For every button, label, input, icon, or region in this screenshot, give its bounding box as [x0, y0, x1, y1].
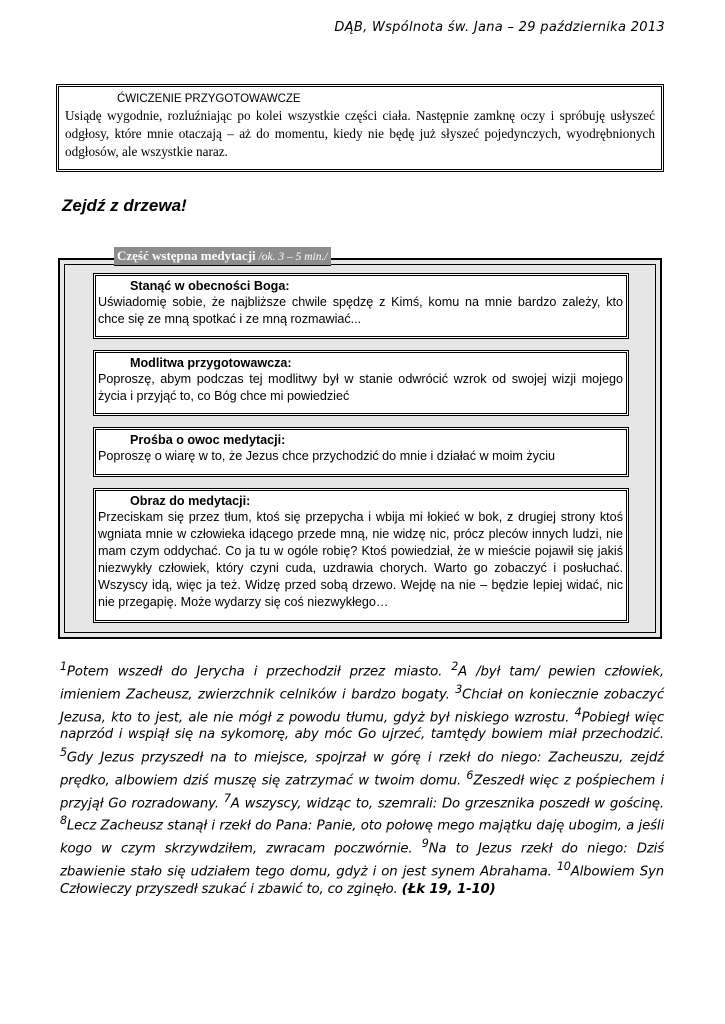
verse-text: Gdy Jezus przyszedł na to miejsce, spojrzał w górę i rzekł do niego: Zacheuszu, zejdź prędko, albowiem dziś muszę się zatrzymać w twoim domu. — [60, 750, 664, 789]
card-meditation-image — [95, 490, 627, 621]
verse-text: Chciał on koniecznie zobaczyć Jezusa, kto to jest, ale nie mógł z powodu tłumu, gdyż był niskiego wzrostu. — [60, 687, 665, 726]
verse-number: 7 — [223, 791, 231, 805]
card-text: Poproszę, abym podczas tej modlitwy był w stanie odwrócić wzrok od swojej wizji mojego życia i przyjąć to, co Bóg chce mi powiedzieć — [98, 372, 623, 403]
verse-number: 5 — [60, 745, 67, 759]
scripture-passage — [60, 658, 664, 898]
verse-text: Na to Jezus rzekł do niego: Dziś zbawienie stało się udziałem tego domu, gdyż i on jest synem Abrahama. — [60, 841, 664, 880]
verse-number: 6 — [466, 768, 474, 782]
preparatory-exercise-box — [56, 84, 664, 172]
card-title: Stanąć w obecności Boga: — [130, 279, 290, 293]
meditation-label-main: Część wstępna medytacji — [117, 248, 256, 263]
scripture-reference: (Łk 19, 1-10) — [401, 881, 496, 897]
exercise-text: Usiądę wygodnie, rozluźniając po kolei wszystkie części ciała. Następnie zamknę oczy i spróbuję usłyszeć odgłosy, które mnie otaczają – aż do momentu, kiedy nie będę już słyszeć pojedynczych, wyodrębnionych odgłosów, ale wszystkie naraz. — [65, 108, 655, 159]
verse-text: Potem wszedł do Jerycha i przechodził przez miasto. — [66, 664, 452, 680]
verse-text: Zeszedł więc z pośpiechem i przyjął Go rozradowany. — [60, 773, 664, 811]
verse-text: Lecz Zacheusz stanął i rzekł do Pana: Panie, oto połowę mego majątku daję ubogim, a jeśli kogo w czym skrzywdziłem, zwracam poczwórnie. — [60, 818, 664, 857]
meditation-intro-label — [114, 247, 331, 266]
verse-number: 8 — [60, 814, 67, 828]
verse-number: 10 — [556, 860, 571, 874]
verse-number: 4 — [574, 705, 582, 719]
card-preparatory-prayer — [95, 352, 627, 414]
card-text: Poproszę o wiarę w to, że Jezus chce przychodzić do mnie i działać w moim życiu — [98, 449, 556, 463]
card-title: Prośba o owoc medytacji: — [130, 433, 286, 447]
verse-number: 9 — [421, 837, 429, 851]
page-header: DĄB, Wspólnota św. Jana – 29 października 2013 — [334, 20, 665, 35]
card-title: Obraz do medytacji: — [130, 494, 251, 508]
meditation-label-duration: /ok. 3 – 5 min./ — [255, 251, 328, 263]
exercise-title: ĆWICZENIE PRZYGOTOWAWCZE — [117, 93, 301, 105]
verse-text: A /był tam/ pewien człowiek, imieniem Zacheusz, zwierzchnik celników i bardzo bogaty. — [60, 664, 664, 703]
card-presence-of-god — [95, 275, 627, 337]
verse-number: 3 — [455, 682, 463, 696]
meditation-intro-panel — [58, 258, 662, 639]
card-title: Modlitwa przygotowawcza: — [130, 356, 292, 370]
verse-text: A wszyscy, widząc to, szemrali: Do grzesznika poszedł w gościnę. — [230, 795, 664, 811]
card-request-for-fruit — [95, 429, 627, 475]
verse-text: Albowiem Syn Człowieczy przyszedł szukać i zbawić to, co zginęło. — [60, 864, 664, 897]
section-title: Zejdź z drzewa! — [62, 196, 187, 215]
verse-text: Pobiegł więc naprzód i wspiął się na sykomorę, aby móc Go ujrzeć, tamtędy bowiem miał przechodzić. — [60, 710, 665, 743]
card-text: Uświadomię sobie, że najbliższe chwile spędzę z Kimś, komu na mnie bardzo zależy, kto chce się ze mną spotkać i ze mną rozmawiać... — [98, 295, 623, 326]
card-text: Przeciskam się przez tłum, ktoś się przepycha i wbija mi łokieć w bok, z drugiej strony ktoś wgniata mnie w człowieka idącego przede mną, nie widzę nic, prócz pleców innych ludzi, nie mam czym oddychać. Co ja tu w ogóle robię? Ktoś powiedział, że w mieście pojawił się jakiś niezwykły człowiek, który czyni cuda, uzdrawia chorych. Warto go zobaczyć i posłuchać. Wszyscy idą, więc ja też. Widzę przed sobą drzewo. Wejdę na nie – będzie lepiej widać, nic nie przegapię. Może wydarzy się coś niezwykłego… — [98, 510, 623, 609]
verse-number: 2 — [451, 660, 459, 673]
verse-number: 1 — [60, 660, 67, 673]
